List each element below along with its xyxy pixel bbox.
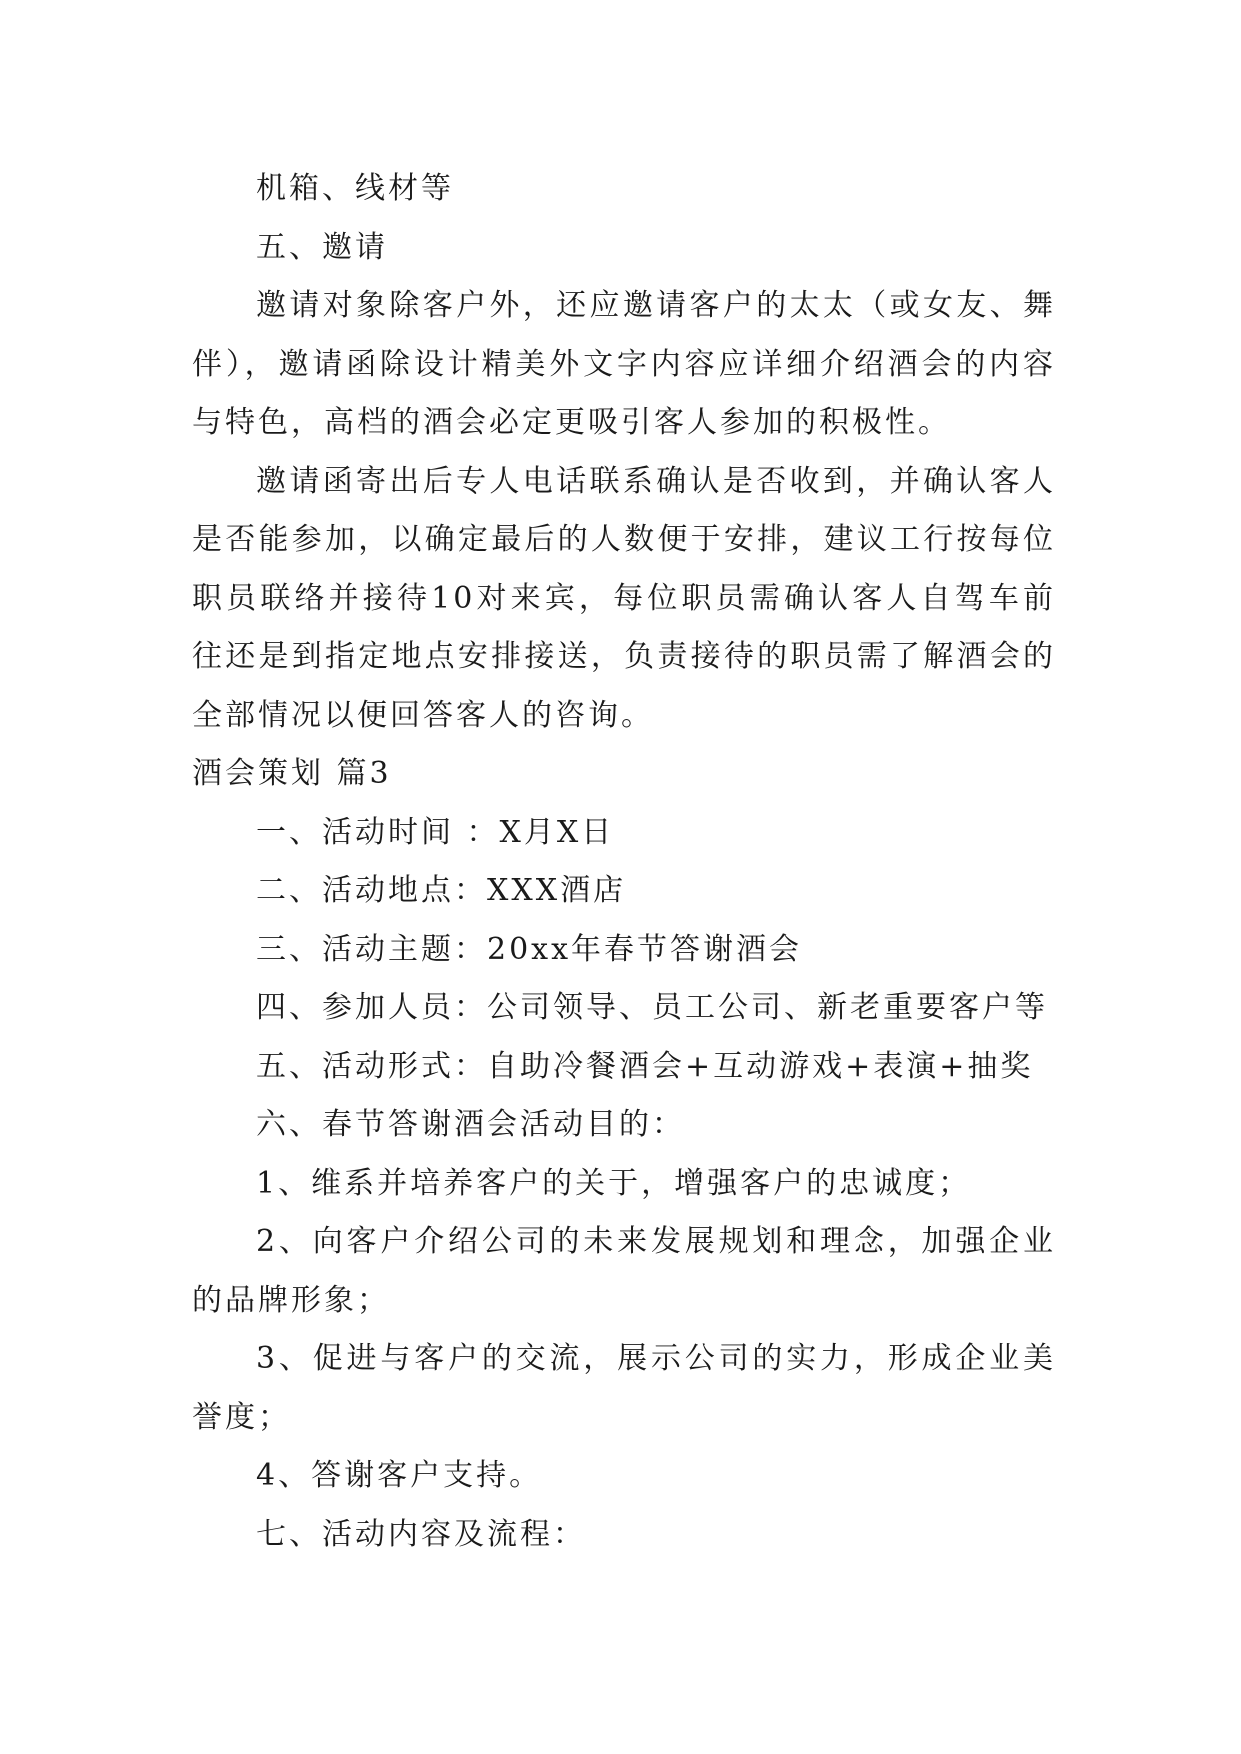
purpose-item-3: 3、促进与客户的交流，展示公司的实力，形成企业美誉度； [192, 1341, 1056, 1435]
item-activity-location: 二、活动地点：XXX酒店 [256, 873, 627, 908]
heading-invitation: 五、邀请 [256, 229, 388, 265]
purpose-item-1: 1、维系并培养客户的关于，增强客户的忠诚度； [256, 1165, 972, 1201]
item-content-process: 七、活动内容及流程： [256, 1516, 586, 1552]
document-body [192, 160, 1056, 1564]
paragraph-invitees: 邀请对象除客户外，还应邀请客户的太太（或女友、舞伴），邀请函除设计精美外文字内容应详细介绍酒会的内容与特色，高档的酒会必定更吸引客人参加的积极性。 [192, 288, 1056, 440]
item-participants: 四、参加人员：公司领导、员工公司、新老重要客户等 [256, 990, 1048, 1025]
section-title-part3: 酒会策划 篇3 [192, 756, 392, 791]
purpose-item-2: 2、向客户介绍公司的未来发展规划和理念，加强企业的品牌形象； [192, 1224, 1056, 1318]
item-activity-time: 一、活动时间 ：X月X日 [256, 814, 615, 850]
paragraph-confirmation: 邀请函寄出后专人电话联系确认是否收到，并确认客人是否能参加，以确定最后的人数便于安排，建议工行按每位职员联络并接待10对来宾，每位职员需确认客人自驾车前往还是到指定地点安排接送，负责接待的职员需了解酒会的全部情况以便回答客人的咨询。 [192, 463, 1056, 733]
item-activity-theme: 三、活动主题：20xx年春节答谢酒会 [256, 931, 803, 967]
item-activity-format: 五、活动形式：自助冷餐酒会+互动游戏+表演+抽奖 [256, 1048, 1034, 1084]
purpose-item-4: 4、答谢客户支持。 [256, 1458, 543, 1493]
paragraph-chassis-cables: 机箱、线材等 [256, 171, 454, 206]
item-activity-purpose: 六、春节答谢酒会活动目的： [256, 1107, 685, 1142]
